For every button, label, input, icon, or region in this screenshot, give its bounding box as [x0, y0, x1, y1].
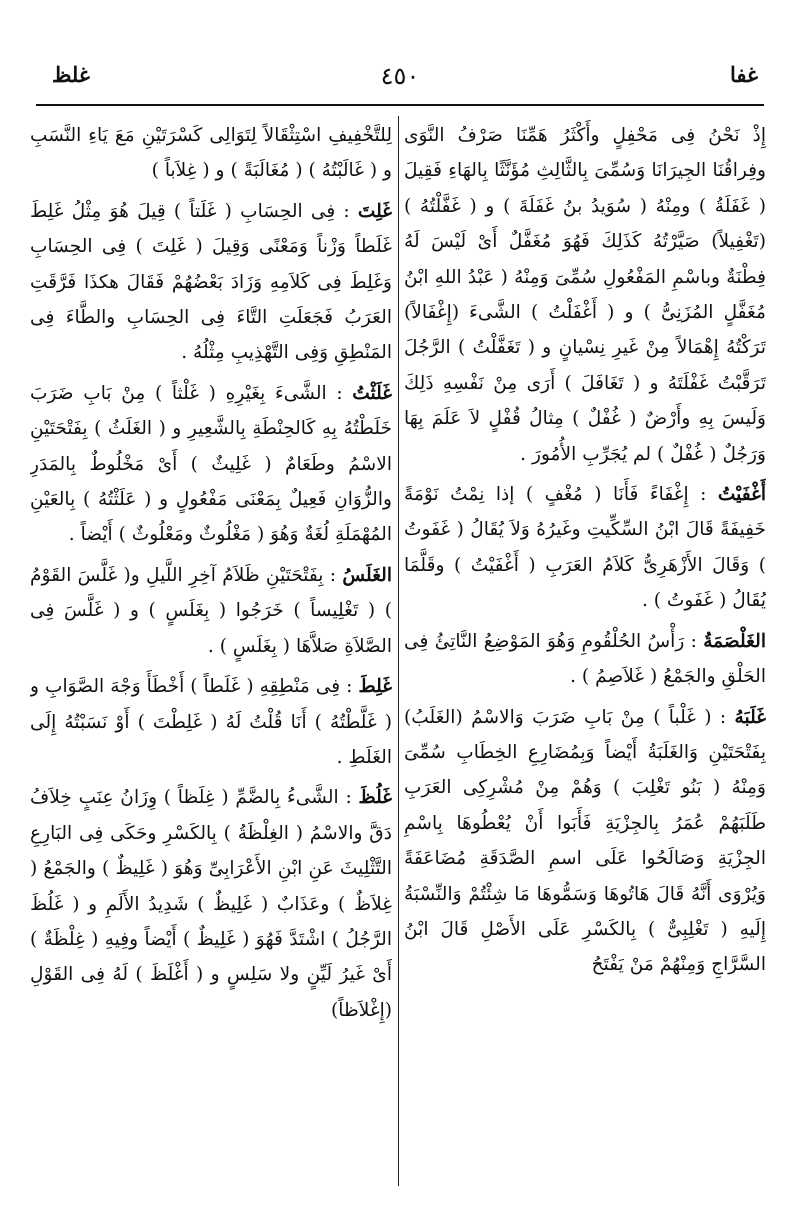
entry-text: لِلتَّخْفِيفِ اسْتِثْقَالاً لِتَوَالِى كَسْرَتَيْنِ مَعَ يَاءِ النَّسَبِ و ( غَالَبْتُهُ ) ( مُغَالَبَةً ) و ( غِلاَباً ) — [30, 125, 392, 182]
page-number: ٤٥٠ — [380, 62, 420, 90]
entry-headword: غَلَبَهُ — [734, 706, 766, 728]
entry-headword: غَلُظَ — [358, 787, 392, 809]
entry-paragraph — [404, 624, 766, 695]
entry-headword: غَلِتَ — [357, 200, 392, 222]
entry-text: : الشَّىءُ بِالضَّمِّ ( غِلَظاً ) وِزَانُ عِنَبٍ خِلاَفُ دَقَّ والاسْمُ ( الغِلْظَةُ ) بِالكَسْرِ وحَكَى فِى البَارِعِ التَّثْلِيثَ عَنِ ابْنِ الأَعْرَابِىِّ وَهُوَ ( غَلِيظٌ ) والجَمْعُ ( غِلاَظٌ ) وعَذَابٌ ( غَلِيظٌ ) شَدِيدُ الأَلَمِ و ( غَلُظَ الرَّجُلُ ) اشْتَدَّ فَهُوَ ( غَلِيظٌ ) أَيْضاً وفِيهِ ( غِلْظَةٌ ) أَىْ غَيرُ لَيِّنٍ ولا سَلِسٍ و ( أَغْلَظَ ) لَهُ فِى القَوْلِ (إِغْلاَظاً) — [30, 787, 392, 1021]
entry-headword: غَلَثْتُ — [352, 382, 392, 404]
entry-paragraph — [404, 700, 766, 983]
entry-paragraph — [404, 477, 766, 619]
entry-text: : رَأْسُ الحُلْقُومِ وَهُوَ المَوْضِعُ النَّاتِئُ فِى الحَلْقِ والجَمْعُ ( غَلاَصِمُ ) . — [404, 630, 766, 688]
entry-paragraph — [404, 118, 766, 472]
right-column — [404, 118, 766, 1178]
entry-text: إِذْ نَحْنُ فِى مَحْفِلٍ وأَكْثَرُ هَمِّنَا صَرْفُ النَّوَى وفِراقُنَا الجِيرَانَا وَسُمِّىَ بِالثَّالِثِ مُؤَنَّثًا بِالهَاءِ فَقِيلَ ( غَفَلَةُ ) ومِنْهُ ( سُوَيدُ بنُ غَفَلَةَ ) و ( غَفَّلْتُهُ ) (تَغْفِيلاً) صَيَّرْتُهُ كَذَلِكَ فَهُوَ مُغَفَّلٌ أَىْ لَيْسَ لَهُ فِطْنَةٌ وباسْمِ المَفْعُولِ سُمِّىَ وَمِنْهُ ( عَبْدُ اللهِ ابْنُ مُغَفَّلٍ المُزَنِىُّ ) و ( أَغْفَلْتُ ) الشَّىءَ (إِغْفَالاً) تَرَكْتُهُ إِهْمَالاً مِنْ غَيرِ نِسْيانٍ و ( تَغَفَّلْتُ ) الرَّجُلَ تَرَقَّبْتُ غَفْلَتَهُ و ( تَغَافَلَ ) أَرَى مِنْ نَفْسِهِ ذَلِكَ وَلَيسَ بِهِ وأَرْضٌ ( غُفْلٌ ) مِثالُ قُفْلٍ لاَ عَلَمَ بِهَا وَرَجُلٌ ( غُفْلٌ ) لم يُجَرِّبِ الأُمُورَ . — [404, 125, 766, 465]
header-first-entry-word: غفا — [729, 62, 758, 87]
entry-text: : بِفَتْحَتَيْنِ ظَلاَمُ آخِرِ اللَّيلِ و( غَلَّسَ القَوْمُ ) ( تَغْلِيساً ) خَرَجُوا ( بِغَلَسٍ ) و ( غَلَّسَ فِى الصَّلاَةِ صَلاَّهَا ( بِغَلَسٍ ) . — [30, 564, 392, 657]
entry-paragraph — [30, 194, 392, 371]
header-rule — [36, 104, 764, 106]
entry-headword: غَلِطَ — [358, 676, 392, 698]
entry-paragraph — [30, 118, 392, 189]
entry-paragraph — [30, 780, 392, 1028]
column-divider — [398, 116, 399, 1186]
entry-text: : فِى الحِسَابِ ( غَلَتاً ) قِيلَ هُوَ مِثْلُ غَلِطَ غَلَطاً وَزْناً وَمَعْنًى وَقِيلَ ( غَلِتَ ) فِى الحِسَابِ وَغَلِطَ فِى كَلاَمِهِ وَزَادَ بَعْضُهُمْ فَقَالَ هكذَا فَرَّقَتِ العَرَبُ فَجَعَلَتِ التَّاءَ فِى الحِسَابِ والطَّاءَ فِى المَنْطِقِ وَفِى التَّهْذِيبِ مِثْلُهُ . — [30, 200, 392, 364]
entry-text: : فِى مَنْطِقِهِ ( غَلَطاً ) أَخْطَأَ وَجْهَ الصَّوَابِ و ( غَلَّطْتُهُ ) أَنَا قُلْتُ لَهُ ( غَلِطْتَ ) أَوْ نَسَبْتُهُ إِلَى الغَلَطِ . — [30, 676, 392, 768]
entry-text: : إِغْفَاءً فَأَنَا ( مُغْفٍ ) إذا نِمْتُ نَوْمَةً خَفِيفَةً قَالَ ابْنُ السِّكِّيتِ وغَيرُهُ وَلاَ يُقَالُ ( غَفَوتُ ) وَقَالَ الأَزْهَرِىُّ كَلاَمُ العَرَبِ ( أَغْفَيْتُ ) وقَلَّمَا يُقَالُ ( غَفَوتُ ) . — [404, 484, 766, 612]
entry-headword: أَغْفَيْتُ — [717, 484, 766, 506]
page-header — [40, 62, 758, 102]
entry-headword: الغَلَسُ — [342, 564, 392, 586]
entry-text: : ( غَلْباً ) مِنْ بَابِ ضَرَبَ وَالاسْمُ (الغَلَبُ) بِفَتْحَتَيْنِ وَالغَلَبَةُ أَيْضاً وَبِمُضَارِعِ الخِطَابِ سُمِّىَ وَمِنْهُ ( بَنُو تَغْلِبَ ) وَهُمْ مِنْ مُشْرِكِى العَرَبِ طَلَبَهُمْ عُمَرُ بِالجِزْيَةِ فَأَبَوا أَنْ يُعْطُوهَا بِاسْمِ الجِزْيَةِ وَصَالَحُوا عَلَى اسمِ الصَّدَقَةِ مُضَاعَفَةً وَيُرْوَى أَنَّهُ قَالَ هَاتُوهَا وَسَمُّوهَا مَا شِئْتُمْ وَالنِّسْبَةُ إِلَيهِ ( تَغْلِبِىٌّ ) بِالكَسْرِ عَلَى الأَصْلِ قَالَ ابْنُ السَّرَّاجِ وَمِنْهُمْ مَنْ يَفْتَحُ — [404, 706, 766, 976]
entry-paragraph — [30, 669, 392, 775]
left-column — [30, 118, 392, 1178]
entry-text: : الشَّىءَ بِغَيْرِهِ ( غَلْثاً ) مِنْ بَابِ ضَرَبَ خَلَطْتُهُ بِهِ كَالحِنْطَةِ بِالشَّعِيرِ و ( الغَلَثُ ) بِفَتْحَتَيْنِ الاسْمُ وطَعَامٌ ( غَلِيثٌ ) أَىْ مَخْلُوطٌ بِالمَدَرِ والزُّوَانِ فَعِيلٌ بِمَعْنَى مَفْعُولٍ و ( عَلَثْتُهُ ) بِالعَيْنِ المُهْمَلَةِ لُغَةٌ وَهُوَ ( مَغْلُوثٌ ومَعْلُوثٌ ) أَيْضاً . — [30, 382, 392, 546]
entry-paragraph — [30, 558, 392, 664]
entry-paragraph — [30, 376, 392, 553]
entry-headword: الغَلْصَمَةُ — [703, 630, 766, 652]
header-last-entry-word: غلظ — [52, 62, 90, 87]
